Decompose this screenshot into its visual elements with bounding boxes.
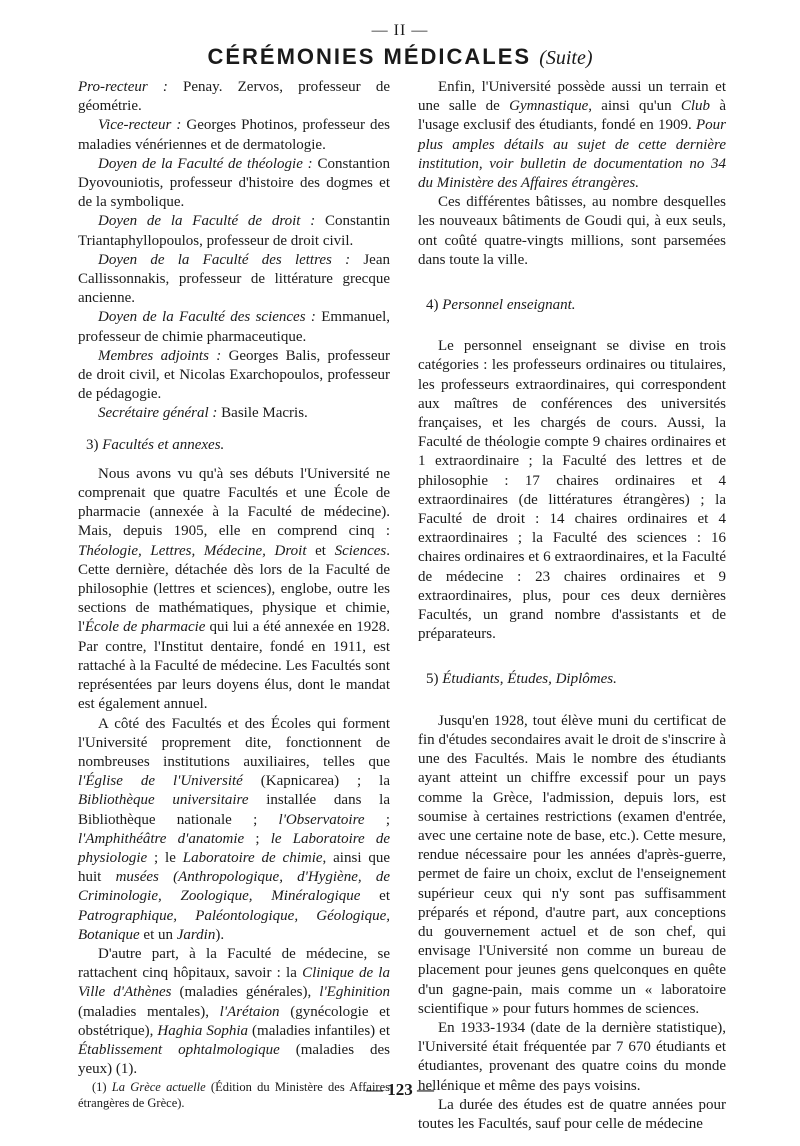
official-entry [78, 251, 390, 309]
paragraph: Le personnel enseignant se divise en trois catégories : les professeurs ordinaires ou titulaires, les professeurs extraordinaires, qui correspondent aux maîtres de conférences des universités françaises, et les chargés de cours. Aussi, la Faculté de théologie compte 9 chaires ordinaires et 1 extraordinaire ; la Faculté des lettres et de philosophie : 17 chaires ordinaires et 4 extraordinaires (de littératures étrangères) ; la Faculté de droit : 14 chaires ordinaires et 4 extraordinaires ; la Faculté des sciences : 16 chaires ordinaires et 6 extraordinaires, et la Faculté de médecine : 23 chaires ordinaires et 9 extraordinaires, plus, pour ces deux dernières Facultés, un grand nombre d'assistants et de préparateurs. [418, 338, 726, 643]
paragraph: Jusqu'en 1928, tout élève muni du certificat de fin d'études secondaires avait le droit de s'inscrire à une des Facultés. Mais le nombre des étudiants ayant atteint un chiffre excessif pour un pays comme la Grèce, l'admission, depuis lors, est soumise à certaines restrictions (examen d'entrée, avec une certaine note de base, etc.). Cette mesure, rendue nécessaire pour les années d'après-guerre, permet de faire un choix, exclut de l'enseignement supérieur ceux qui n'y sont pas suffisamment préparés et répond, d'autre part, aux conceptions du gouvernement actuel et de son chef, qui envisage l'Université non comme un bureau de placement pour jeunes gens quelconques en quête d'un gagne-pain, mais comme un « laboratoire scientifique » pour futurs hommes de sciences. [418, 712, 726, 1017]
official-entry [78, 308, 390, 346]
official-role: Secrétaire général : [98, 405, 218, 422]
section-4-heading [426, 296, 726, 315]
official-entry [78, 155, 390, 213]
official-entry [78, 212, 390, 250]
footnote: (1) La Grèce actuelle (Édition du Ministère des Affaires étrangères de Grèce). [78, 1080, 390, 1111]
official-role: Doyen de la Faculté de théologie : [98, 155, 313, 172]
section-5-heading [426, 670, 726, 689]
official-role: Doyen de la Faculté des lettres : [98, 251, 351, 268]
section-number: 5) [426, 671, 439, 688]
section-number: 4) [426, 297, 439, 314]
official-entry [78, 347, 390, 405]
paragraph: La durée des études est de quatre années pour toutes les Facultés, sauf pour celle de médecine [418, 1096, 726, 1132]
left-column [78, 78, 390, 1111]
official-role: Membres adjoints : [98, 347, 222, 364]
paragraph: A côté des Facultés et des Écoles qui forment l'Université proprement dite, fonctionnent de nombreuses institutions auxiliaires, telles que l'Église de l'Université (Kapnicarea) ; la Bibliothèque universitaire installée dans la Bibliothèque nationale ; l'Observatoire ; l'Amphithéâtre d'anatomie ; le Laboratoire de physiologie ; le Laboratoire de chimie, ainsi que huit musées (Anthropologique, d'Hygiène, de Criminologie, Zoologique, Minéralogique et Patrographique, Paléontologique, Géologique, Botanique et un Jardin). [78, 715, 391, 943]
official-role: Doyen de la Faculté de droit : [98, 213, 316, 230]
official-name: Basile Macris. [217, 405, 308, 422]
paragraph: En 1933-1934 (date de la dernière statistique), l'Université était fréquentée par 7 670 étudiants et étudiantes, provenant des quatre coins du monde hellénique et même des pays voisins. [418, 1019, 726, 1094]
page-roman-numeral: — II — [371, 22, 429, 39]
official-entry [78, 404, 390, 423]
official-name: Penay. Zervos, professeur de géométrie. [78, 79, 390, 115]
paragraph: Enfin, l'Université possède aussi un terrain et une salle de Gymnastique, ainsi qu'un Club à l'usage exclusif des étudiants, fondé en 1909. Pour plus amples détails au sujet de cette dernière institution, voir bulletin de documentation no 34 du Ministère des Affaires étrangères. [418, 79, 726, 192]
title-text: CÉRÉMONIES MÉDICALES [207, 44, 532, 69]
official-name: Georges Balis, professeur de droit civil, et Nicolas Exarchopoulos, professeur de pédagogie. [78, 347, 390, 403]
section-title: Facultés et annexes. [102, 436, 225, 453]
official-role: Doyen de la Faculté des sciences : [98, 309, 316, 326]
paragraph: D'autre part, à la Faculté de médecine, se rattachent cinq hôpitaux, savoir : la Clinique de la Ville d'Athènes (maladies générales), l'Eghinition (maladies mentales), l'Arétaion (gynécologie et obstétrique), Haghia Sophia (maladies infantiles) et Établissement ophtalmologique (maladies des yeux) (1). [78, 945, 390, 1078]
section-title: Étudiants, Études, Diplômes. [442, 671, 617, 688]
section-3-heading [86, 436, 390, 455]
right-column [418, 78, 726, 1134]
official-name: Emmanuel, professeur de chimie pharmaceutique. [78, 309, 390, 345]
official-name: Georges Photinos, professeur des maladies vénériennes et de dermatologie. [78, 117, 391, 153]
section-title: Personnel enseignant. [442, 297, 576, 314]
paragraph: Nous avons vu qu'à ses débuts l'Université ne comprenait que quatre Facultés et une École de pharmacie (annexée à la Faculté de médecine). Mais, depuis 1905, elle en comprend cinq : Théologie, Lettres, Médecine, Droit et Sciences. Cette dernière, détachée dès lors de la Faculté de philosophie (lettres et sciences), englobe, outre les sections de mathématiques, physique et chimie, l'École de pharmacie qui lui a été annexée en 1928. Par contre, l'Institut dentaire, fondé en 1911, est rattaché à la Faculté de médecine. Les Facultés sont représentées par leurs doyens élus, dont le mandat est également annuel. [78, 465, 390, 713]
title-suffix: (Suite) [539, 47, 593, 69]
paragraph: Ces différentes bâtisses, au nombre desquelles les nouveaux bâtiments de Goudi qui, à eux seuls, ont coûté quatre-vingts millions, sont parsemées dans toute la ville. [418, 194, 726, 268]
official-entry [78, 116, 390, 154]
official-name: Constantin Triantaphyllopoulos, professeur de droit civil. [78, 213, 390, 249]
official-name: Constantion Dyovouniotis, professeur d'histoire des dogmes et de la symbolique. [78, 155, 390, 211]
official-role: Vice-recteur : [98, 117, 182, 134]
page-number: — 123 — [366, 1080, 434, 1099]
officials-list [78, 78, 390, 424]
official-role: Pro-recteur : [78, 79, 168, 95]
page-title [0, 44, 800, 70]
section-number: 3) [86, 436, 99, 453]
official-name: Jean Callissonnakis, professeur de littérature grecque ancienne. [78, 251, 390, 307]
official-entry [78, 78, 390, 116]
